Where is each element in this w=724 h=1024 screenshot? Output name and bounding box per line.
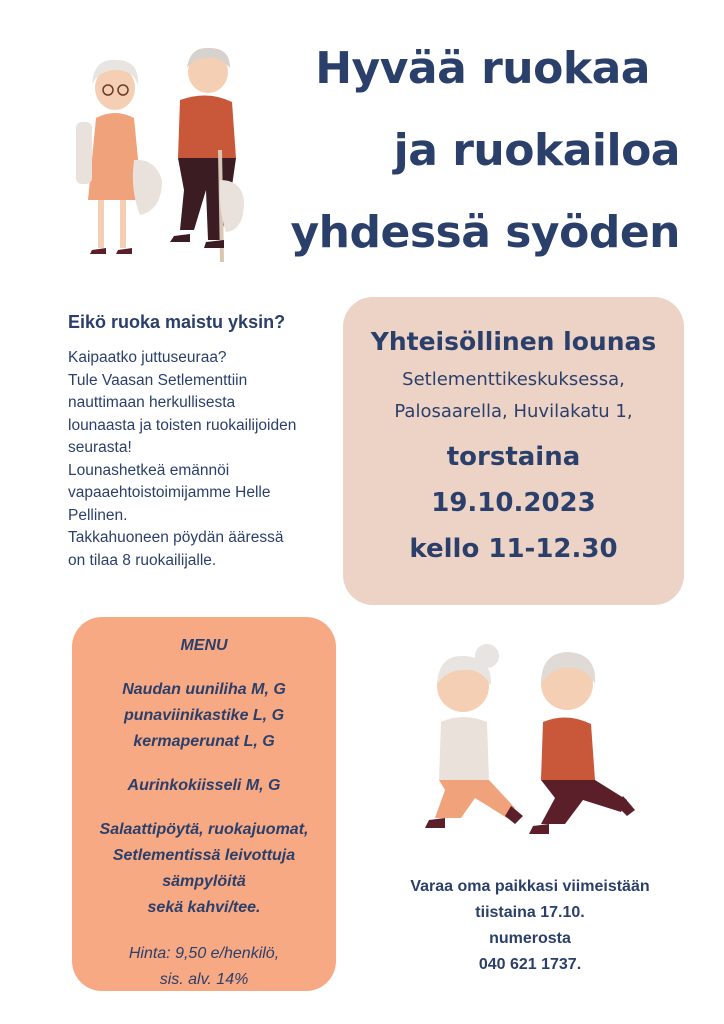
booking-info [370, 874, 690, 978]
intro-line: seurasta! [68, 439, 132, 456]
menu-main-course [72, 677, 336, 755]
menu-item: Salaattipöytä, ruokajuomat, [99, 821, 309, 838]
menu-item: Setlementissä leivottuja [112, 847, 296, 864]
menu-title: MENU [180, 637, 228, 654]
running-man-figure [529, 652, 635, 834]
elderly-couple-illustration [70, 40, 260, 265]
booking-phone: 040 621 1737. [478, 956, 582, 973]
title-line-1: Hyvää ruokaa [315, 43, 650, 94]
event-location-line-2: Palosaarella, Huvilakatu 1, [394, 401, 633, 422]
menu-item: Aurinkokiisseli M, G [127, 777, 281, 794]
menu-item: kermaperunat L, G [133, 733, 275, 750]
running-woman-figure [425, 644, 523, 828]
running-couple-illustration [415, 640, 640, 840]
menu-dessert [72, 773, 336, 799]
menu-price [72, 941, 336, 993]
elderly-woman-figure [76, 60, 162, 254]
intro-line: lounaasta ja toisten ruokailijoiden [68, 416, 297, 434]
menu-extras [72, 817, 336, 921]
menu-item: sämpylöitä [162, 873, 246, 890]
intro-section [68, 312, 338, 572]
menu-item: Naudan uuniliha M, G [122, 681, 286, 698]
menu-item: sekä kahvi/tee. [147, 899, 261, 916]
event-date: 19.10.2023 [431, 488, 596, 518]
booking-line-1: Varaa oma paikkasi viimeistään [410, 878, 650, 895]
intro-body [68, 347, 338, 572]
title-line-3: yhdessä syöden [290, 207, 680, 258]
price-line-1: Hinta: 9,50 e/henkilö, [128, 945, 280, 962]
intro-line: vapaaehtoistoimijamme Helle [68, 484, 271, 501]
booking-line-3: numerosta [489, 930, 571, 947]
intro-line: Pellinen. [68, 506, 128, 524]
event-day: torstaina [446, 442, 581, 472]
intro-line: Lounashetkeä emännöi [68, 461, 230, 479]
event-location-line-1: Setlementtikeskuksessa, [402, 369, 625, 390]
title-line-2: ja ruokailoa [393, 125, 680, 176]
menu-box [72, 617, 336, 991]
booking-line-2: tiistaina 17.10. [475, 904, 585, 921]
intro-line: Tule Vaasan Setlementtiin [68, 371, 248, 389]
menu-item: punaviinikastike L, G [123, 707, 285, 724]
intro-line: Kaipaatko juttuseuraa? [68, 349, 227, 366]
poster-title [280, 30, 700, 276]
event-heading: Yhteisöllinen lounas [370, 327, 657, 356]
event-time: kello 11-12.30 [409, 534, 618, 564]
elderly-man-figure [170, 48, 244, 262]
intro-heading: Eikö ruoka maistu yksin? [68, 312, 286, 332]
price-line-2: sis. alv. 14% [159, 971, 249, 988]
event-info-box [343, 297, 684, 605]
intro-line: Takkahuoneen pöydän ääressä [68, 529, 284, 546]
intro-line: on tilaa 8 ruokailijalle. [68, 551, 217, 569]
intro-line: nauttimaan herkullisesta [68, 394, 236, 411]
